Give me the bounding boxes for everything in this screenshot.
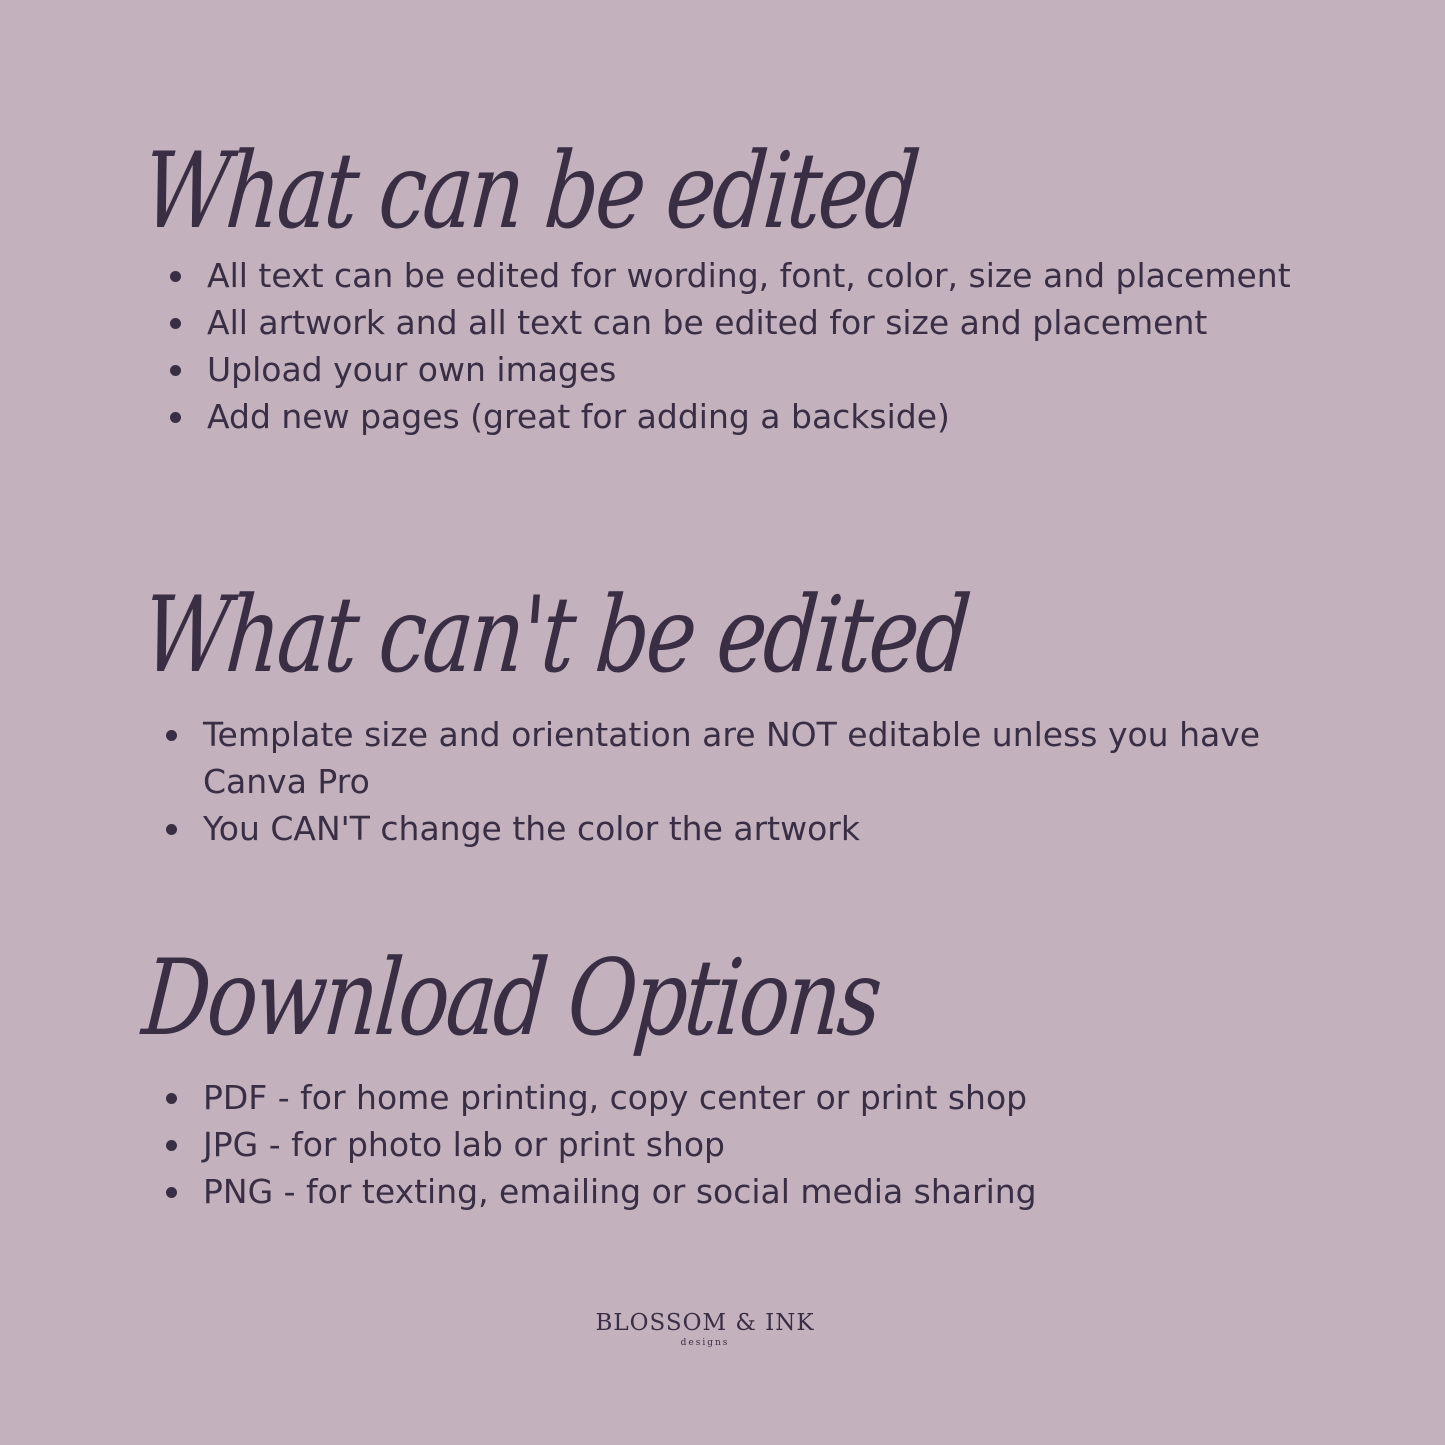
brand-tagline: designs <box>680 1338 730 1348</box>
section-heading-not-editable: What can't be edited <box>138 573 973 696</box>
list-item: All text can be edited for wording, font, color, size and placement <box>166 252 1316 299</box>
list-item: All artwork and all text can be edited for size and placement <box>166 299 1316 346</box>
list-item: Upload your own images <box>166 346 1316 393</box>
brand-name: BLOSSOM & INK <box>595 1310 815 1336</box>
section-heading-editable: What can be edited <box>138 129 922 252</box>
list-item: You CAN'T change the color the artwork <box>162 805 1312 852</box>
section-heading-download-options: Download Options <box>138 936 884 1059</box>
list-item: Add new pages (great for adding a backside) <box>166 393 1316 440</box>
download-options-list <box>162 1074 1312 1215</box>
list-item: Template size and orientation are NOT editable unless you have Canva Pro <box>162 711 1312 805</box>
list-item: JPG - for photo lab or print shop <box>162 1121 1312 1168</box>
editable-features-list <box>166 252 1316 440</box>
non-editable-features-list <box>162 711 1312 852</box>
list-item: PDF - for home printing, copy center or print shop <box>162 1074 1312 1121</box>
brand-logo <box>0 1312 1410 1348</box>
list-item: PNG - for texting, emailing or social media sharing <box>162 1168 1312 1215</box>
